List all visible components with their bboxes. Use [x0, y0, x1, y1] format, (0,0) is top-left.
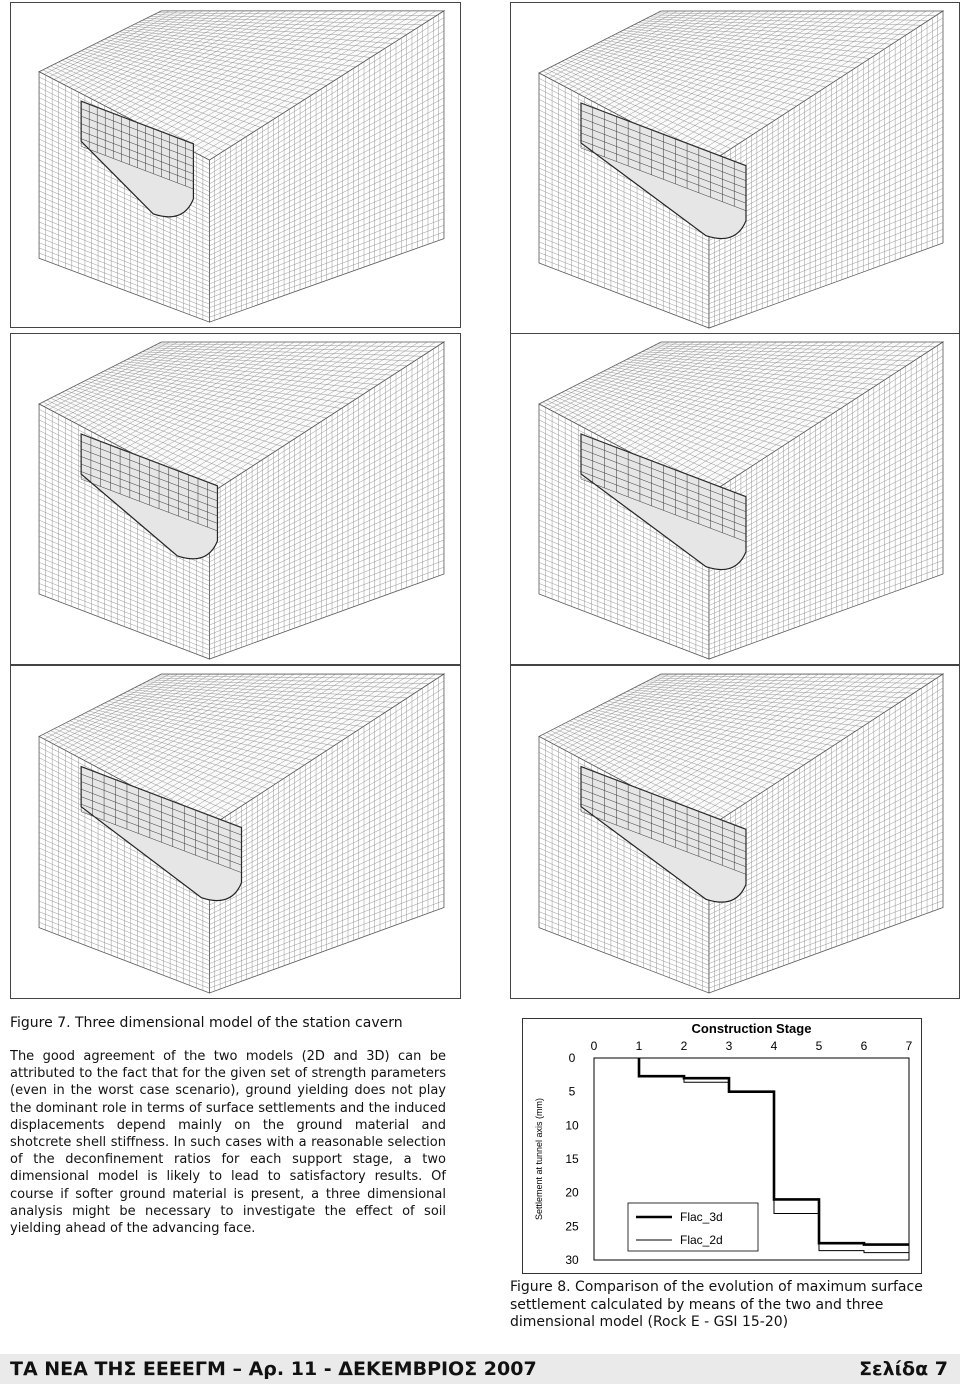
y-tick-label: 0: [568, 1051, 576, 1065]
y-tick-label: 15: [565, 1152, 579, 1166]
legend-label: Flac_2d: [680, 1233, 723, 1247]
footer-page-number: Σελίδα 7: [859, 1358, 948, 1380]
x-tick-label: 3: [725, 1039, 733, 1053]
y-tick-label: 25: [565, 1219, 579, 1234]
mesh-model-stage-1: [10, 2, 461, 328]
mesh-model-stage-4: [510, 333, 960, 665]
y-tick-label: 30: [565, 1253, 579, 1267]
mesh-drawing: [11, 666, 460, 998]
legend-label: Flac_3d: [680, 1210, 723, 1224]
y-axis-label: Settlement at tunnel axis (mm): [534, 1097, 544, 1221]
settlement-chart-svg: [522, 1018, 922, 1274]
mesh-drawing: [11, 334, 460, 664]
y-tick-label: 20: [565, 1185, 579, 1200]
mesh-drawing: [511, 334, 959, 664]
x-tick-label: 6: [860, 1039, 868, 1053]
body-paragraph: The good agreement of the two models (2D and 3D) can be attributed to the fact that for the given set of strength parameters (even in the worst case scenario), ground yielding does not play the dominant role in terms of surface settlements and the induced displacements depend mainly on the ground material and shotcrete shell stiffness. In such cases with a reasonable selection of the deconfinement ratios for each support stage, a two dimensional model is likely to lead to satisfactory results. Of course if softer ground material is present, a three dimensional analysis might be necessary to investigate the effect of soil yielding ahead of the advancing face.: [10, 1049, 446, 1237]
x-tick-label: 5: [815, 1039, 823, 1053]
x-tick-label: 1: [635, 1039, 643, 1053]
x-tick-label: 2: [680, 1039, 688, 1053]
mesh-model-stage-6: [510, 665, 960, 999]
mesh-drawing: [11, 3, 460, 327]
footer-journal-title: ΤΑ ΝΕΑ ΤΗΣ ΕΕΕΕΓΜ – Αρ. 11 - ΔΕΚΕΜΒΡΙΟΣ 2007: [10, 1358, 537, 1380]
figure-7-caption: Figure 7. Three dimensional model of the station cavern: [10, 1015, 403, 1031]
mesh-drawing: [511, 3, 959, 333]
x-tick-label: 0: [590, 1039, 598, 1053]
x-tick-label: 7: [905, 1039, 913, 1053]
x-tick-label: 4: [770, 1039, 778, 1053]
page-footer: [0, 1354, 960, 1384]
mesh-model-stage-5: [10, 665, 461, 999]
settlement-chart: [522, 1018, 922, 1274]
figure-8-caption: Figure 8. Comparison of the evolution of maximum surface settlement calculated by means of the two and three dimensional model (Rock E - GSI 15-20): [510, 1279, 923, 1330]
mesh-model-stage-3: [10, 333, 461, 665]
mesh-model-stage-2: [510, 2, 960, 334]
chart-title: Construction Stage: [691, 1021, 812, 1036]
y-tick-label: 10: [565, 1118, 579, 1133]
y-tick-label: 5: [568, 1084, 576, 1099]
mesh-drawing: [511, 666, 959, 998]
